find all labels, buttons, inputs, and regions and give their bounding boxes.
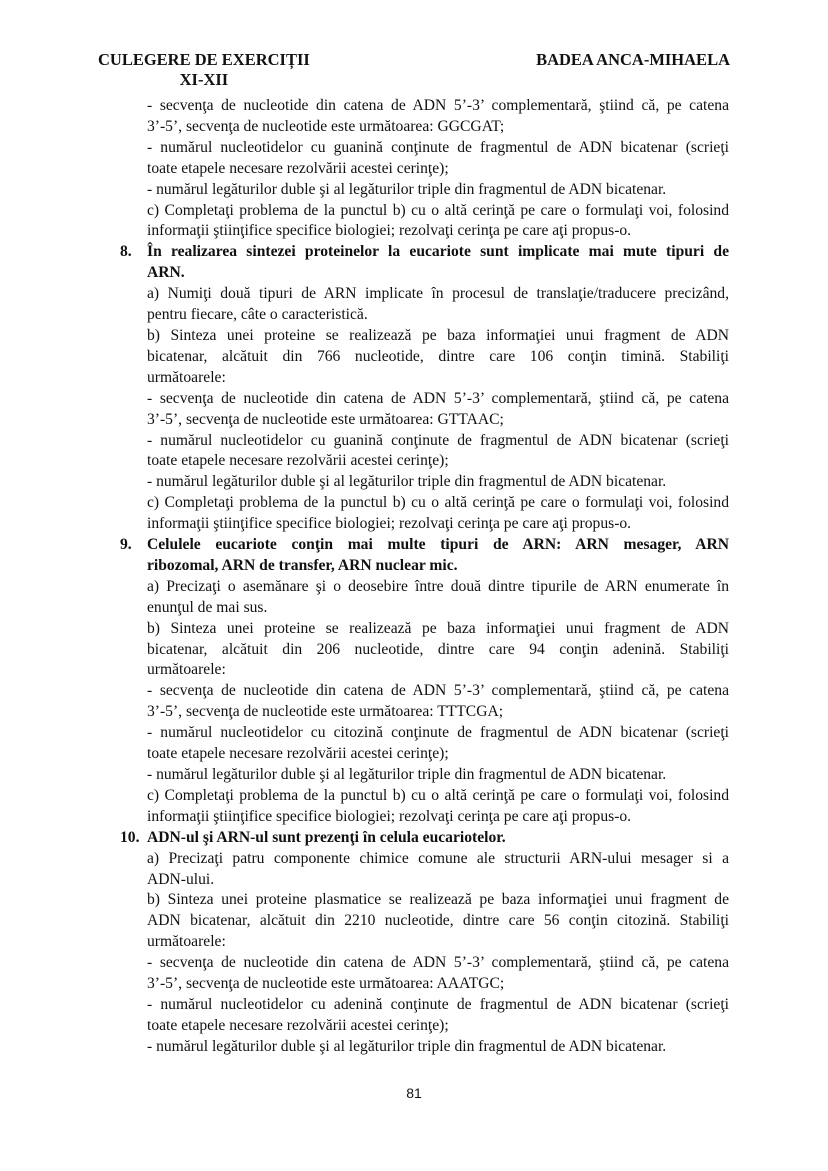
question-heading <box>120 535 729 577</box>
text-line: - secvenţa de nucleotide din catena de ADN 5’-3’ complementară, ştiind că, pe catena <box>147 954 729 972</box>
continuation-block <box>120 96 729 242</box>
text-line: 3’-5’, secvenţa de nucleotide este următoarea: TTTCGA; <box>147 703 504 721</box>
text-line: toate etapele necesare rezolvării acestei cerinţe); <box>147 745 449 763</box>
text-line: a) Precizaţi o asemănare şi o deosebire între două dintre tipurile de ARN enumerate în <box>147 577 729 595</box>
text-line: informaţii ştiinţifice specifice biologiei; rezolvaţi cerinţa pe care aţi propus-o. <box>147 807 632 825</box>
question-title-line: ARN. <box>147 264 185 282</box>
question-heading <box>120 242 729 284</box>
text-line: c) Completaţi problema de la punctul b) cu o altă cerinţă pe care o formulaţi voi, folosind <box>147 201 729 219</box>
text-line: bicatenar, alcătuit din 206 nucleotide, dintre care 94 conţin adenină. Stabiliţi <box>147 640 729 658</box>
page-number: 81 <box>406 1085 422 1101</box>
text-line: - numărul legăturilor duble şi al legăturilor triple din fragmentul de ADN bicatenar. <box>147 180 667 198</box>
text-line: următoarele: <box>147 661 226 679</box>
question-block <box>120 828 729 1058</box>
text-line: informaţii ştiinţifice specifice biologiei; rezolvaţi cerinţa pe care aţi propus-o. <box>147 515 632 533</box>
question-number: 8. <box>120 243 132 261</box>
text-line: toate etapele necesare rezolvării acestei cerinţe); <box>147 159 449 177</box>
book-title-line2: XI-XII <box>179 70 229 89</box>
text-line: următoarele: <box>147 368 226 386</box>
text-line: ADN-ului. <box>147 870 215 888</box>
text-line: - numărul legăturilor duble şi al legăturilor triple din fragmentul de ADN bicatenar. <box>147 473 667 491</box>
question-number: 10. <box>120 828 140 846</box>
text-line: 3’-5’, secvenţa de nucleotide este următoarea: GGCGAT; <box>147 117 505 135</box>
question-title <box>147 242 729 284</box>
page-content <box>120 96 729 1058</box>
text-line: - numărul legăturilor duble şi al legăturilor triple din fragmentul de ADN bicatenar. <box>147 1037 667 1055</box>
text-line: c) Completaţi problema de la punctul b) cu o altă cerinţă pe care o formulaţi voi, folosind <box>147 786 729 804</box>
text-line: - numărul nucleotidelor cu adenină conţinute de fragmentul de ADN bicatenar (scrieţi <box>147 995 729 1013</box>
book-title-line1: CULEGERE DE EXERCIȚII <box>98 50 310 69</box>
text-line: - secvenţa de nucleotide din catena de ADN 5’-3’ complementară, ştiind că, pe catena <box>147 97 729 114</box>
text-line: b) Sinteza unei proteine se realizează pe baza informaţiei unui fragment de ADN <box>147 326 729 344</box>
text-line: 3’-5’, secvenţa de nucleotide este următoarea: GTTAAC; <box>147 410 504 428</box>
text-line: - secvenţa de nucleotide din catena de ADN 5’-3’ complementară, ştiind că, pe catena <box>147 682 729 700</box>
question-title-line: ribozomal, ARN de transfer, ARN nuclear mic. <box>147 556 458 574</box>
text-line: - numărul nucleotidelor cu guanină conţinute de fragmentul de ADN bicatenar (scrieţi <box>147 138 729 156</box>
questions-list <box>120 242 729 1057</box>
text-line: informaţii ştiinţifice specifice biologiei; rezolvaţi cerinţa pe care aţi propus-o. <box>147 222 632 240</box>
question-title-line: Celulele eucariote conţin mai multe tipuri de ARN: ARN mesager, ARN <box>147 536 729 554</box>
question-title <box>147 535 729 577</box>
author-name: BADEA ANCA-MIHAELA <box>536 50 730 69</box>
text-line: următoarele: <box>147 933 226 951</box>
question-title <box>147 828 729 849</box>
question-title-line: În realizarea sintezei proteinelor la eucariote sunt implicate mai mute tipuri de <box>147 243 729 261</box>
text-line: b) Sinteza unei proteine plasmatice se realizează pe baza informaţiei unui fragment de <box>147 891 729 909</box>
question-block <box>120 242 729 535</box>
question-heading <box>120 828 729 849</box>
text-line: 3’-5’, secvenţa de nucleotide este următoarea: AAATGC; <box>147 975 505 993</box>
question-number: 9. <box>120 536 132 554</box>
text-line: a) Precizaţi patru componente chimice comune ale structurii ARN-ului mesager si a <box>147 849 729 867</box>
text-line: - numărul nucleotidelor cu guanină conţinute de fragmentul de ADN bicatenar (scrieţi <box>147 431 729 449</box>
text-line: toate etapele necesare rezolvării acestei cerinţe); <box>147 452 449 470</box>
text-line: bicatenar, alcătuit din 766 nucleotide, dintre care 106 conţin timină. Stabiliţi <box>147 347 729 365</box>
text-line: ADN bicatenar, alcătuit din 2210 nucleotide, dintre care 56 conţin citozină. Stabiliţi <box>147 912 729 930</box>
question-block <box>120 535 729 828</box>
text-line: pentru fiecare, câte o caracteristică. <box>147 306 368 324</box>
text-line: c) Completaţi problema de la punctul b) cu o altă cerinţă pe care o formulaţi voi, folosind <box>147 494 729 512</box>
text-line: enunţul de mai sus. <box>147 598 268 616</box>
text-line: - secvenţa de nucleotide din catena de ADN 5’-3’ complementară, ştiind că, pe catena <box>147 389 729 407</box>
text-line: a) Numiţi două tipuri de ARN implicate în procesul de translaţie/traducere precizând, <box>147 285 729 303</box>
text-line: b) Sinteza unei proteine se realizează pe baza informaţiei unui fragment de ADN <box>147 619 729 637</box>
text-line: toate etapele necesare rezolvării acestei cerinţe); <box>147 1016 449 1034</box>
book-title <box>98 50 310 90</box>
text-line: - numărul nucleotidelor cu citozină conţinute de fragmentul de ADN bicatenar (scrieţi <box>147 724 729 742</box>
text-line: - numărul legăturilor duble şi al legăturilor triple din fragmentul de ADN bicatenar. <box>147 766 667 783</box>
page-header <box>98 50 730 94</box>
question-title-line: ADN-ul şi ARN-ul sunt prezenţi în celula eucariotelor. <box>147 828 506 846</box>
